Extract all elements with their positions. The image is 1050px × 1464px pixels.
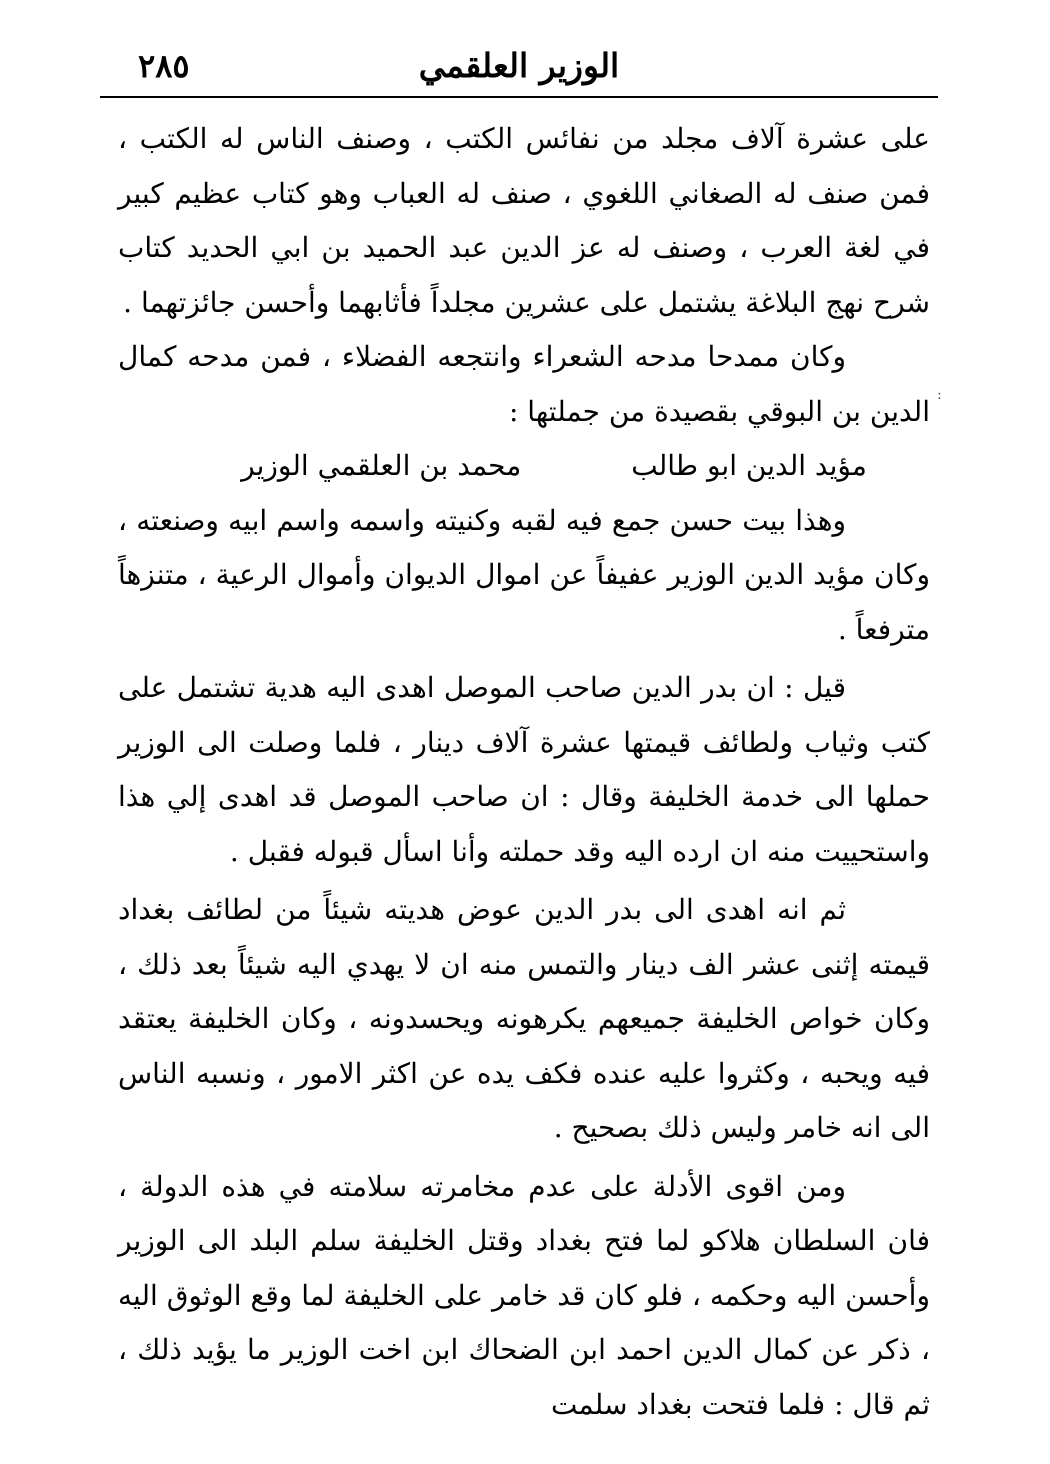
- verse-second-hemistich: محمد بن العلقمي الوزير: [241, 449, 522, 482]
- poem-verse: [118, 439, 930, 494]
- running-header: [100, 40, 938, 96]
- header-divider: [100, 96, 938, 98]
- page-number: ٢٨٥: [138, 47, 190, 85]
- margin-mark: :: [937, 387, 942, 403]
- verse-first-hemistich: مؤيد الدين ابو طالب: [631, 449, 867, 482]
- paragraph-1: على عشرة آلاف مجلد من نفائس الكتب ، وصنف الناس له الكتب ، فمن صنف له الصغاني اللغوي ، صنف له العباب وهو كتاب عظيم كبير في لغة العرب ، وصنف له عز الدين عبد الحميد بن ابي الحديد كتاب شرح نهج البلاغة يشتمل على عشرين مجلداً فأثابهما وأحسن جائزتهما .: [118, 122, 930, 319]
- paragraph-2: وكان ممدحا مدحه الشعراء وانتجعه الفضلاء ، فمن مدحه كمال الدين بن البوقي بقصيدة من جملتها :: [118, 340, 930, 428]
- paragraph-6: ومن اقوى الأدلة على عدم مخامرته سلامته في هذه الدولة ، فان السلطان هلاكو لما فتح بغداد وقتل الخليفة سلم البلد الى الوزير وأحسن اليه وحكمه ، فلو كان قد خامر على الخليفة لما وقع الوثوق اليه ، ذكر عن كمال الدين احمد ابن الضحاك ابن اخت الوزير ما يؤيد ذلك ، ثم قال : فلما فتحت بغداد سلمت: [118, 1169, 930, 1421]
- page-title: الوزير العلقمي: [418, 46, 620, 85]
- paragraph-5: ثم انه اهدى الى بدر الدين عوض هديته شيئاً من لطائف بغداد قيمته إثنى عشر الف دينار والتمس منه ان لا يهدي اليه شيئاً بعد ذلك ، وكان خواص الخليفة جميعهم يكرهونه ويحسدونه ، وكان الخليفة يعتقد فيه ويحبه ، وكثروا عليه عنده فكف يده عن اكثر الامور ، ونسبه الناس الى انه خامر وليس ذلك بصحيح .: [118, 893, 930, 1144]
- paragraph-3: وهذا بيت حسن جمع فيه لقبه وكنيته واسمه واسم ابيه وصنعته ، وكان مؤيد الدين الوزير عفيفاً عن اموال الديوان وأموال الرعية ، متنزهاً مترفعاً .: [118, 503, 930, 646]
- paragraph-4: قيل : ان بدر الدين صاحب الموصل اهدى اليه هدية تشتمل على كتب وثياب ولطائف قيمتها عشرة آلاف دينار ، فلما وصلت الى الوزير حملها الى خدمة الخليفة وقال : ان صاحب الموصل قد اهدى إلي هذا واستحييت منه ان ارده اليه وقد حملته وأنا اسأل قبوله فقبل .: [118, 671, 930, 868]
- page-body: [118, 112, 930, 1432]
